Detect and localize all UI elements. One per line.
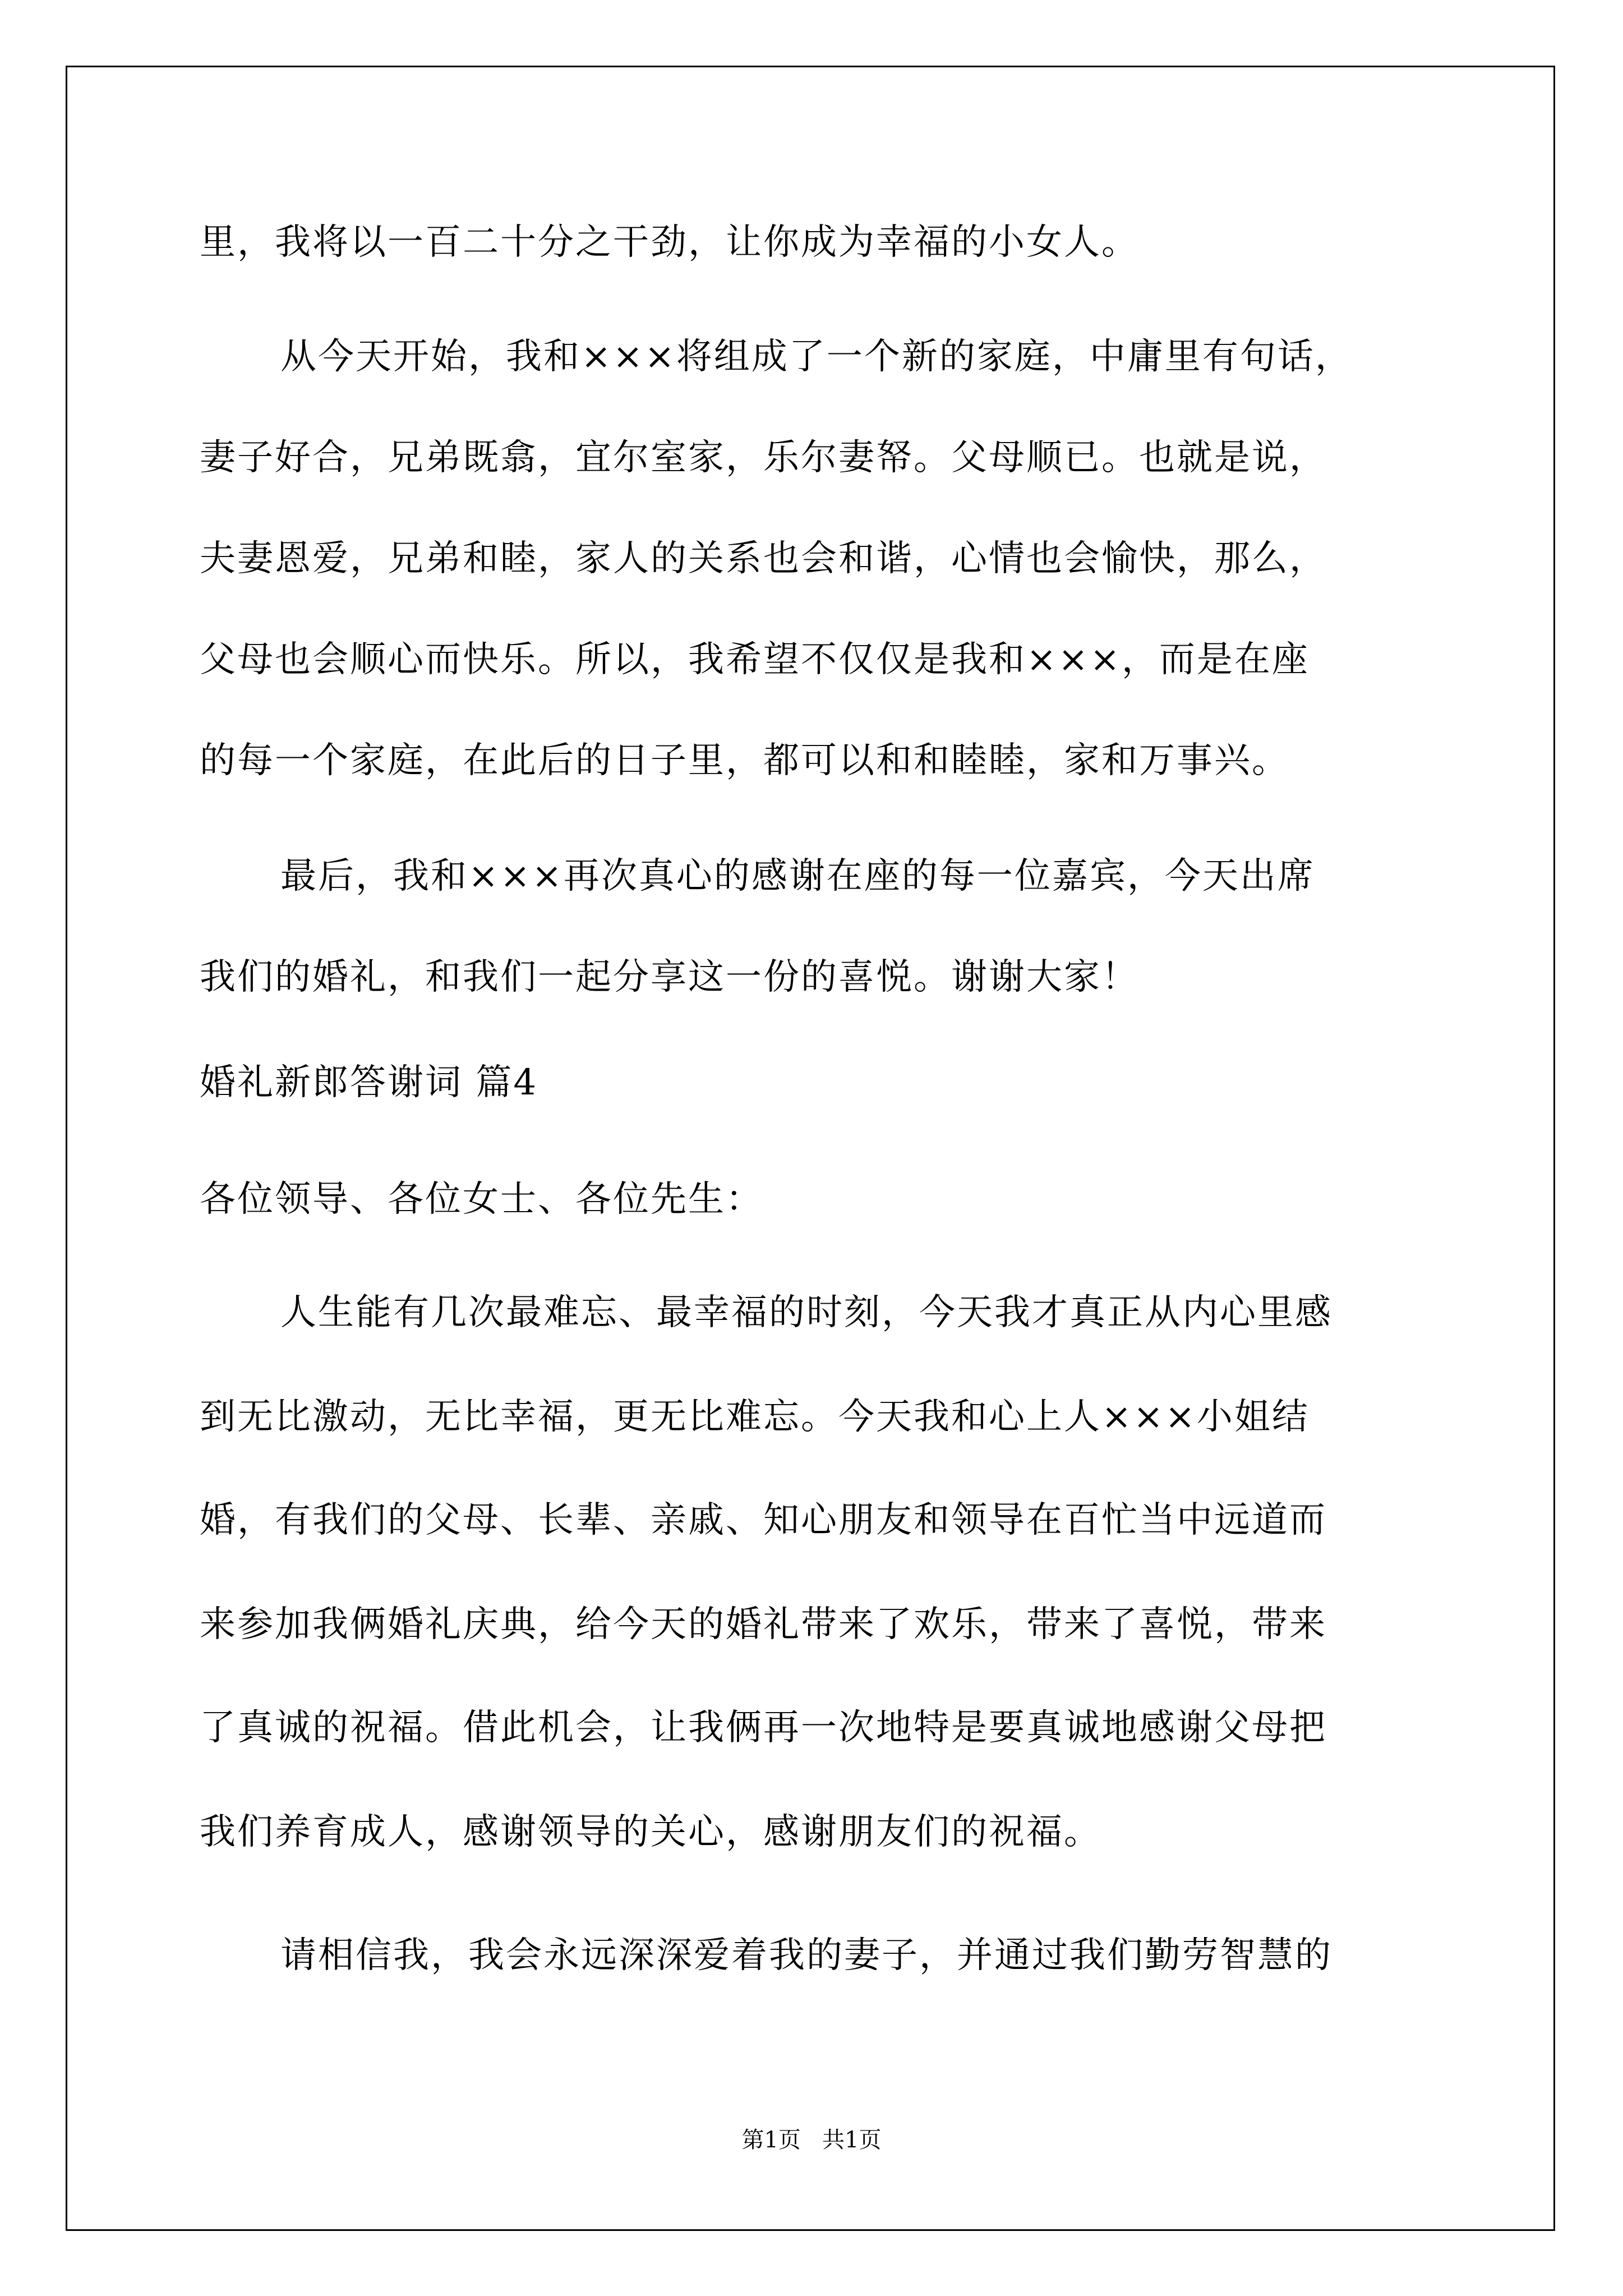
text-line: 请相信我，我会永远深深爱着我的妻子，并通过我们勤劳智慧的 [280, 1935, 1332, 1976]
section-heading: 婚礼新郎答谢词 篇4 [200, 1062, 538, 1103]
text-line: 夫妻恩爱，兄弟和睦，家人的关系也会和谐，心情也会愉快，那么， [200, 538, 1327, 579]
page-border [66, 66, 1555, 2231]
text-line: 到无比激动，无比幸福，更无比难忘。今天我和心上人×××小姐结 [200, 1396, 1310, 1438]
text-line: 婚，有我们的父母、长辈、亲戚、知心朋友和领导在百忙当中远道而 [200, 1499, 1327, 1541]
text-line: 妻子好合，兄弟既翕，宜尔室家，乐尔妻帑。父母顺已。也就是说， [200, 437, 1327, 478]
salutation: 各位领导、各位女士、各位先生： [200, 1179, 763, 1220]
text-line: 里，我将以一百二十分之干劲，让你成为幸福的小女人。 [200, 222, 1139, 263]
text-line: 我们养育成人，感谢领导的关心，感谢朋友们的祝福。 [200, 1811, 1101, 1853]
text-line: 人生能有几次最难忘、最幸福的时刻，今天我才真正从内心里感 [280, 1292, 1332, 1333]
text-line: 来参加我俩婚礼庆典，给今天的婚礼带来了欢乐，带来了喜悦，带来 [200, 1604, 1327, 1645]
text-line: 我们的婚礼，和我们一起分享这一份的喜悦。谢谢大家！ [200, 956, 1139, 998]
text-line: 了真诚的祝福。借此机会，让我俩再一次地特是要真诚地感谢父母把 [200, 1707, 1327, 1749]
text-line: 的每一个家庭，在此后的日子里，都可以和和睦睦，家和万事兴。 [200, 740, 1289, 781]
text-line: 最后，我和×××再次真心的感谢在座的每一位嘉宾，今天出席 [280, 855, 1315, 897]
text-line: 父母也会顺心而快乐。所以，我希望不仅仅是我和×××，而是在座 [200, 639, 1310, 680]
text-line: 从今天开始，我和×××将组成了一个新的家庭，中庸里有句话， [280, 336, 1353, 378]
page-footer: 第1页 共1页 [741, 2127, 882, 2153]
